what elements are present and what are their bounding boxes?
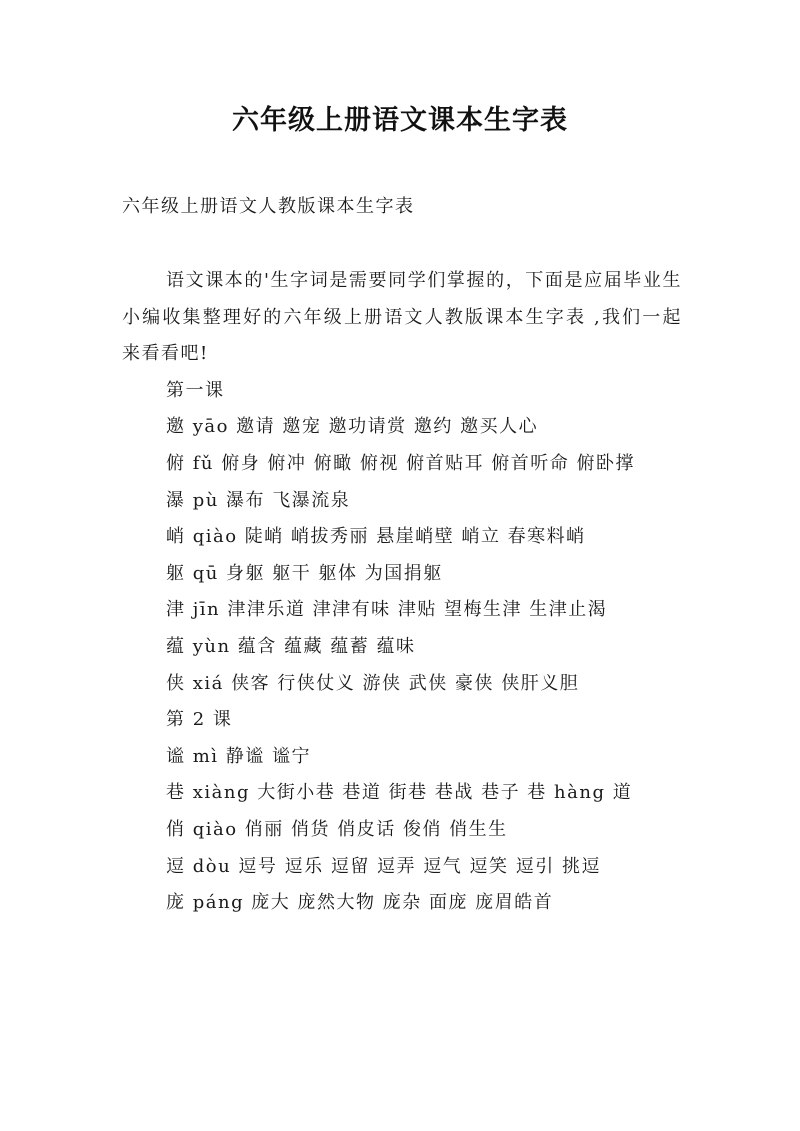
vocab-line: 侠 xiá 侠客 行侠仗义 游侠 武侠 豪侠 侠肝义胆 xyxy=(166,672,580,694)
vocab-line: 谧 mì 静谧 谧宁 xyxy=(166,745,311,767)
intro-paragraph: 语文课本的'生字词是需要同学们掌握的，下面是应届毕业生小编收集整理好的六年级上册语文人教版课本生字表 ,我们一起来看看吧! xyxy=(122,270,682,365)
vocab-line: 俯 fǔ 俯身 俯冲 俯瞰 俯视 俯首贴耳 俯首听命 俯卧撑 xyxy=(166,452,636,474)
vocab-line: 蕴 yùn 蕴含 蕴藏 蕴蓄 蕴味 xyxy=(166,635,416,657)
lesson-heading: 第一课 xyxy=(166,379,225,401)
document-body xyxy=(122,263,682,922)
vocab-line: 邀 yāo 邀请 邀宠 邀功请赏 邀约 邀买人心 xyxy=(166,416,539,438)
lesson-heading: 第 2 课 xyxy=(166,709,233,731)
vocab-line: 巷 xiàng 大街小巷 巷道 街巷 巷战 巷子 巷 hàng 道 xyxy=(166,782,633,804)
vocab-line: 俏 qiào 俏丽 俏货 俏皮话 俊俏 俏生生 xyxy=(166,818,508,840)
vocab-line: 津 jīn 津津乐道 津津有味 津贴 望梅生津 生津止渴 xyxy=(166,599,608,621)
vocab-line: 躯 qū 身躯 躯干 躯体 为国捐躯 xyxy=(166,562,443,584)
vocab-line: 逗 dòu 逗号 逗乐 逗留 逗弄 逗气 逗笑 逗引 挑逗 xyxy=(166,855,601,877)
vocab-line: 瀑 pù 瀑布 飞瀑流泉 xyxy=(166,489,351,511)
vocab-line: 峭 qiào 陡峭 峭拔秀丽 悬崖峭壁 峭立 春寒料峭 xyxy=(166,526,586,548)
document-title: 六年级上册语文课本生字表 xyxy=(232,105,568,136)
document-subtitle: 六年级上册语文人教版课本生字表 xyxy=(122,196,415,217)
vocab-line: 庞 páng 庞大 庞然大物 庞杂 面庞 庞眉皓首 xyxy=(166,892,554,914)
